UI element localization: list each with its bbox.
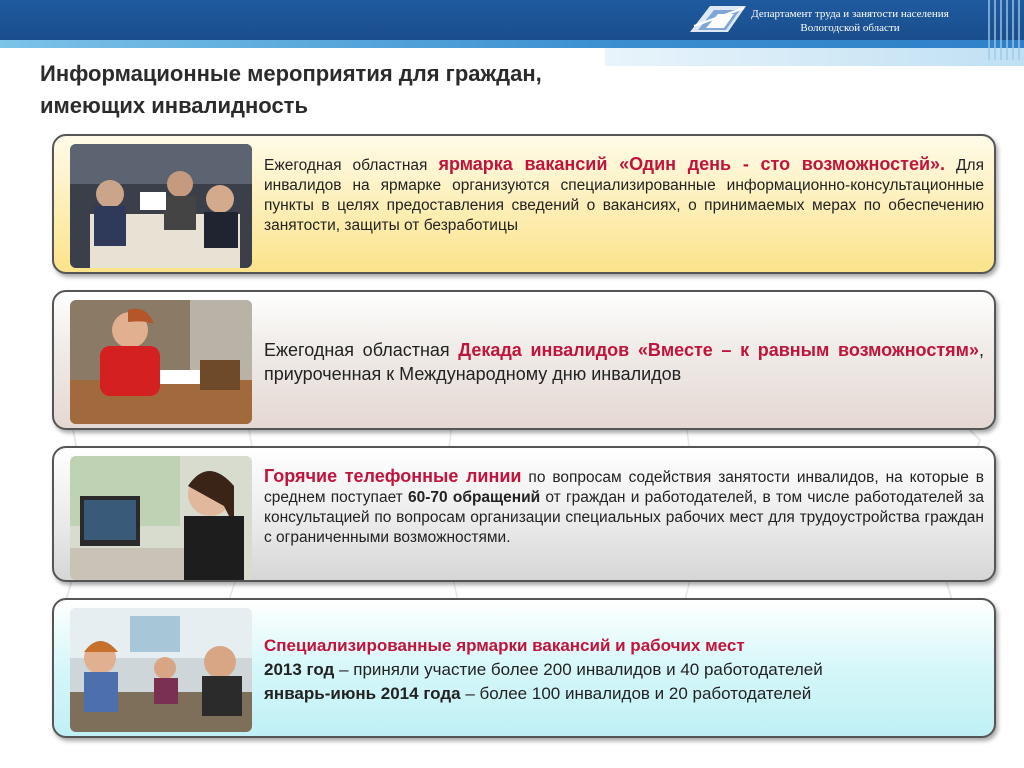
card-disability-decade-text (264, 338, 984, 386)
card-hotlines-body1: по вопросам содействия занятости инвалидов, на которые в среднем поступает (264, 469, 984, 506)
card-job-fair-text (264, 154, 984, 236)
card-disability-decade-body: , приуроченная к Международному дню инвалидов (264, 340, 984, 384)
card-specialized-fairs-year-2013: 2013 год (264, 660, 335, 679)
card-specialized-fairs-line2 (264, 658, 984, 682)
hotlines-photo (70, 456, 252, 580)
department-logo-icon (688, 4, 748, 34)
card-job-fair-body: Для инвалидов на ярмарке организуются специализированные информационно-консультационные пункты в целях предоставления сведений о вакансиях, о принимаемых мерах по обеспечению занятости, защиты от безработицы (264, 157, 984, 234)
card-specialized-fairs-text (264, 634, 984, 706)
card-specialized-fairs-line2-rest: – приняли участие более 200 инвалидов и 40 работодателей (334, 660, 823, 679)
card-specialized-fairs-highlight: Специализированные ярмарки вакансий и рабочих мест (264, 636, 745, 655)
card-hotlines-text (264, 466, 984, 548)
department-name-line1: Департамент труда и занятости населения (751, 8, 949, 20)
card-hotlines-body2: от граждан и работодателей, в том числе работодателей за консультацией по вопросам организации специальных рабочих мест для трудоустройства граждан с ограниченными возможностями. (264, 489, 984, 546)
card-specialized-fairs-line3-rest: – более 100 инвалидов и 20 работодателей (460, 684, 812, 703)
card-job-fair-prefix: Ежегодная областная (264, 157, 439, 174)
page-title-line2: имеющих инвалидность (40, 93, 308, 118)
header-decor-lines (988, 0, 1024, 60)
card-specialized-fairs (52, 598, 996, 738)
page-title (40, 58, 740, 122)
card-specialized-fairs-period-2014: январь-июнь 2014 года (264, 684, 461, 703)
card-disability-decade-prefix: Ежегодная областная (264, 340, 459, 360)
card-disability-decade-highlight: Декада инвалидов «Вместе – к равным возможностям» (458, 340, 979, 360)
card-hotlines-highlight: Горячие телефонные линии (264, 466, 522, 486)
card-hotlines-count: 60-70 обращений (408, 489, 541, 506)
card-specialized-fairs-line3 (264, 682, 984, 706)
card-job-fair (52, 134, 996, 274)
disability-decade-photo (70, 300, 252, 424)
card-disability-decade (52, 290, 996, 430)
specialized-fairs-photo (70, 608, 252, 732)
card-hotlines (52, 446, 996, 582)
card-job-fair-highlight: ярмарка вакансий «Один день - сто возможностей». (438, 154, 946, 174)
department-name (745, 7, 955, 35)
department-name-line2: Вологодской области (800, 22, 900, 34)
header-stripe (0, 40, 1024, 48)
page-title-line1: Информационные мероприятия для граждан, (40, 61, 542, 86)
job-fair-photo (70, 144, 252, 268)
